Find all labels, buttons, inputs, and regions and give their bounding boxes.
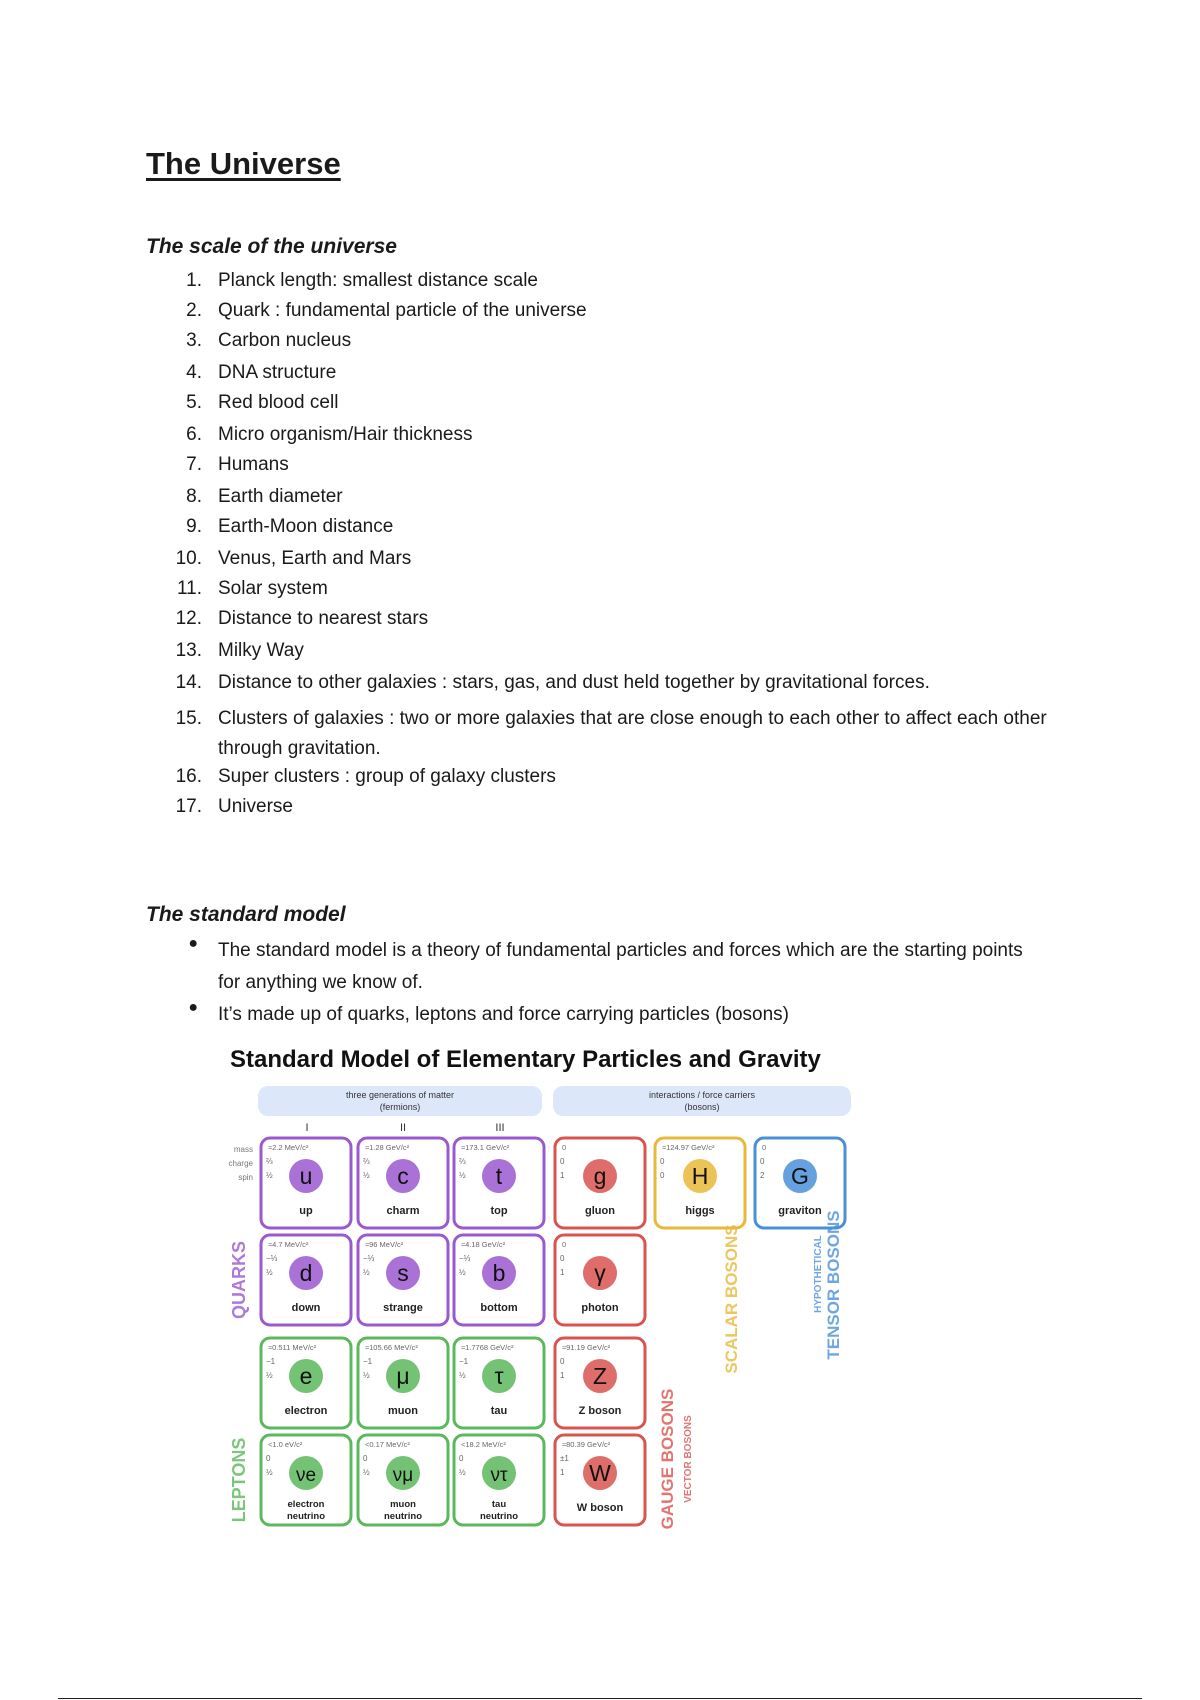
bosons-header-subtext: (bosons) bbox=[684, 1102, 720, 1112]
particle-spin: ½ bbox=[459, 1171, 466, 1180]
particle-charge: ⅔ bbox=[363, 1157, 370, 1166]
list-number: 7. bbox=[186, 454, 202, 475]
particle-name: Z boson bbox=[578, 1405, 622, 1417]
particle-symbol: νμ bbox=[392, 1465, 414, 1486]
scale-list-item bbox=[146, 268, 1066, 294]
particle-name: strange bbox=[383, 1302, 423, 1314]
scale-list-item bbox=[146, 670, 1066, 696]
particle-mass: ≈80.39 GeV/c² bbox=[562, 1440, 611, 1449]
particle-symbol: g bbox=[593, 1163, 607, 1189]
particle-name: muon bbox=[388, 1405, 418, 1417]
scale-list-item bbox=[146, 298, 1066, 324]
particle-spin: ½ bbox=[266, 1171, 273, 1180]
particle-name: tau bbox=[491, 1499, 507, 1510]
standard-model-figure bbox=[225, 1040, 865, 1540]
particle-symbol: Z bbox=[592, 1363, 608, 1389]
generation-label: III bbox=[495, 1122, 505, 1134]
particle-charge: ⅔ bbox=[459, 1157, 466, 1166]
list-number: 1. bbox=[186, 270, 202, 291]
particle-mass: ≈1.7768 GeV/c² bbox=[461, 1343, 514, 1352]
particle-charge: 0 bbox=[760, 1157, 765, 1166]
particle-name: top bbox=[490, 1205, 508, 1217]
list-number: 8. bbox=[186, 486, 202, 507]
scale-list-item bbox=[146, 328, 1066, 354]
particle-spin: 2 bbox=[760, 1171, 765, 1180]
list-text: Distance to other galaxies : stars, gas, and dust held together by gravitational forces. bbox=[218, 672, 930, 693]
particle-mass: ≈96 MeV/c² bbox=[365, 1240, 404, 1249]
list-number: 2. bbox=[186, 300, 202, 321]
particle-name: electron bbox=[284, 1405, 328, 1417]
scale-list-item bbox=[146, 514, 1066, 540]
bullet-dot: ● bbox=[188, 935, 198, 952]
particle-mass: <1.0 eV/c² bbox=[268, 1440, 303, 1449]
list-text: Humans bbox=[218, 454, 289, 475]
particle-charge: 0 bbox=[363, 1454, 368, 1463]
page-bottom-rule bbox=[58, 1698, 1142, 1699]
list-text: Distance to nearest stars bbox=[218, 608, 429, 629]
scale-list-item bbox=[146, 794, 1066, 820]
particle-spin: ½ bbox=[266, 1268, 273, 1277]
particle-symbol: W bbox=[589, 1460, 611, 1486]
scale-list-item bbox=[146, 704, 1066, 764]
particle-spin: ½ bbox=[363, 1171, 370, 1180]
bullet-text: It’s made up of quarks, leptons and force carrying particles (bosons) bbox=[218, 1004, 789, 1025]
particle-mass: 0 bbox=[562, 1240, 567, 1249]
particle-name: gluon bbox=[585, 1205, 615, 1217]
particle-name: tau bbox=[490, 1405, 508, 1417]
list-number: 14. bbox=[175, 672, 202, 693]
list-text: Venus, Earth and Mars bbox=[218, 548, 412, 569]
particle-charge: −1 bbox=[266, 1357, 276, 1366]
particle-symbol: u bbox=[299, 1163, 313, 1189]
particle-spin: ½ bbox=[363, 1268, 370, 1277]
gauge-bosons-group-label: GAUGE BOSONS bbox=[658, 1388, 677, 1530]
particle-mass: ≈4.18 GeV/c² bbox=[461, 1240, 506, 1249]
particle-symbol: e bbox=[299, 1363, 313, 1389]
particle-symbol: νe bbox=[295, 1465, 317, 1486]
list-text: Earth diameter bbox=[218, 486, 343, 507]
particle-name: neutrino bbox=[480, 1511, 518, 1522]
generation-label: II bbox=[399, 1122, 407, 1134]
particle-name: up bbox=[299, 1205, 313, 1217]
particle-name: electron bbox=[287, 1499, 325, 1510]
particle-symbol: G bbox=[791, 1163, 809, 1189]
list-number: 13. bbox=[175, 640, 202, 661]
particle-name: W boson bbox=[576, 1502, 624, 1514]
property-row-label: charge bbox=[228, 1159, 253, 1168]
particle-mass: ≈2.2 MeV/c² bbox=[268, 1143, 309, 1152]
particle-name: muon bbox=[390, 1499, 416, 1510]
scale-list-item bbox=[146, 546, 1066, 572]
bullet-item bbox=[146, 935, 1046, 999]
list-number: 9. bbox=[186, 516, 202, 537]
particle-symbol: d bbox=[299, 1260, 313, 1286]
list-text: Solar system bbox=[218, 578, 328, 599]
scalar-bosons-group-label: SCALAR BOSONS bbox=[722, 1224, 741, 1374]
list-text: Red blood cell bbox=[218, 392, 339, 413]
particle-spin: 0 bbox=[660, 1171, 665, 1180]
scale-list-item bbox=[146, 576, 1066, 602]
particle-symbol: ντ bbox=[490, 1465, 508, 1486]
list-number: 11. bbox=[176, 578, 202, 599]
particle-mass: <0.17 MeV/c² bbox=[365, 1440, 410, 1449]
particle-name: higgs bbox=[685, 1205, 715, 1217]
particle-mass: 0 bbox=[762, 1143, 767, 1152]
particle-name: neutrino bbox=[384, 1511, 422, 1522]
bullet-text: The standard model is a theory of fundamental particles and forces which are the starting points for anything we know of. bbox=[218, 940, 1023, 993]
scale-list-item bbox=[146, 606, 1066, 632]
particle-spin: ½ bbox=[363, 1468, 370, 1477]
list-text: Quark : fundamental particle of the universe bbox=[218, 300, 587, 321]
bosons-header-text: interactions / force carriers bbox=[648, 1090, 756, 1100]
list-number: 5. bbox=[186, 392, 202, 413]
scale-list-item bbox=[146, 390, 1066, 416]
scale-list-item bbox=[146, 452, 1066, 478]
particle-charge: 0 bbox=[560, 1357, 565, 1366]
particle-charge: −⅓ bbox=[266, 1254, 278, 1263]
particle-name: graviton bbox=[778, 1205, 822, 1217]
standard-model-bullets bbox=[146, 935, 1046, 1031]
page-title: The Universe bbox=[146, 146, 341, 181]
scale-list-item bbox=[146, 764, 1066, 790]
list-number: 10. bbox=[175, 548, 202, 569]
list-text: Micro organism/Hair thickness bbox=[218, 424, 473, 445]
list-text: Carbon nucleus bbox=[218, 330, 352, 351]
particle-name: bottom bbox=[480, 1302, 518, 1314]
particle-mass: ≈4.7 MeV/c² bbox=[268, 1240, 309, 1249]
bullet-item bbox=[146, 999, 1046, 1031]
vector-bosons-group-label: VECTOR BOSONS bbox=[683, 1415, 694, 1503]
list-number: 15. bbox=[175, 708, 202, 729]
list-text: Planck length: smallest distance scale bbox=[218, 270, 538, 291]
particle-spin: ½ bbox=[266, 1371, 273, 1380]
particle-name: neutrino bbox=[287, 1511, 325, 1522]
particle-spin: ½ bbox=[363, 1371, 370, 1380]
particle-symbol: c bbox=[397, 1163, 409, 1189]
list-number: 6. bbox=[186, 424, 202, 445]
particle-spin: ½ bbox=[266, 1468, 273, 1477]
particle-charge: −⅓ bbox=[363, 1254, 375, 1263]
particle-charge: −1 bbox=[363, 1357, 373, 1366]
particle-name: photon bbox=[581, 1302, 619, 1314]
leptons-group-label: LEPTONS bbox=[229, 1437, 249, 1523]
property-row-label: spin bbox=[238, 1173, 253, 1182]
quarks-group-label: QUARKS bbox=[229, 1240, 249, 1320]
property-row-label: mass bbox=[233, 1145, 253, 1154]
generation-label: I bbox=[305, 1122, 309, 1134]
section-heading-scale: The scale of the universe bbox=[146, 235, 397, 258]
particle-mass: ≈124.97 GeV/c² bbox=[662, 1143, 715, 1152]
list-number: 12. bbox=[175, 608, 202, 629]
tensor-bosons-group-label: TENSOR BOSONS bbox=[824, 1210, 843, 1360]
particle-charge: 0 bbox=[560, 1157, 565, 1166]
particle-charge: ±1 bbox=[560, 1454, 569, 1463]
particle-mass: ≈1.28 GeV/c² bbox=[365, 1143, 410, 1152]
particle-charge: −⅓ bbox=[459, 1254, 471, 1263]
list-text: Super clusters : group of galaxy clusters bbox=[218, 766, 556, 787]
list-text: Clusters of galaxies : two or more galaxies that are close enough to each other to affect each other through gravitation. bbox=[218, 708, 1047, 759]
particle-mass: <18.2 MeV/c² bbox=[461, 1440, 506, 1449]
list-text: Milky Way bbox=[218, 640, 304, 661]
particle-name: charm bbox=[386, 1205, 420, 1217]
particle-spin: 1 bbox=[560, 1468, 565, 1477]
particle-spin: ½ bbox=[459, 1268, 466, 1277]
figure-title: Standard Model of Elementary Particles and Gravity bbox=[230, 1046, 821, 1073]
particle-name: down bbox=[291, 1302, 321, 1314]
list-number: 17. bbox=[175, 796, 202, 817]
scale-list-item bbox=[146, 638, 1066, 664]
particle-symbol: μ bbox=[396, 1363, 410, 1389]
particle-spin: 1 bbox=[560, 1268, 565, 1277]
particle-charge: 0 bbox=[660, 1157, 665, 1166]
particle-charge: 0 bbox=[266, 1454, 271, 1463]
particle-symbol: t bbox=[495, 1163, 503, 1189]
list-number: 3. bbox=[186, 330, 202, 351]
fermions-header-text: three generations of matter bbox=[345, 1090, 455, 1100]
scale-list-item bbox=[146, 422, 1066, 448]
particle-spin: ½ bbox=[459, 1468, 466, 1477]
particle-mass: ≈0.511 MeV/c² bbox=[268, 1343, 317, 1352]
particle-spin: 1 bbox=[560, 1371, 565, 1380]
scale-list-item bbox=[146, 484, 1066, 510]
section-heading-standard-model: The standard model bbox=[146, 903, 346, 926]
fermions-header-subtext: (fermions) bbox=[379, 1102, 421, 1112]
particle-mass: ≈91.19 GeV/c² bbox=[562, 1343, 611, 1352]
list-number: 16. bbox=[175, 766, 202, 787]
particle-symbol: s bbox=[397, 1260, 409, 1286]
list-text: DNA structure bbox=[218, 362, 337, 383]
bullet-dot: ● bbox=[188, 999, 198, 1016]
particle-symbol: H bbox=[691, 1163, 709, 1189]
particle-symbol: γ bbox=[594, 1260, 606, 1286]
particle-charge: 0 bbox=[560, 1254, 565, 1263]
particle-mass: ≈173.1 GeV/c² bbox=[461, 1143, 510, 1152]
particle-charge: −1 bbox=[459, 1357, 469, 1366]
particle-spin: ½ bbox=[459, 1371, 466, 1380]
list-text: Universe bbox=[218, 796, 293, 817]
particle-spin: 1 bbox=[560, 1171, 565, 1180]
hypothetical-label: HYPOTHETICAL bbox=[813, 1235, 824, 1313]
particle-charge: 0 bbox=[459, 1454, 464, 1463]
particle-mass: 0 bbox=[562, 1143, 567, 1152]
list-text: Earth-Moon distance bbox=[218, 516, 394, 537]
particle-mass: ≈105.66 MeV/c² bbox=[365, 1343, 418, 1352]
particle-symbol: τ bbox=[494, 1363, 504, 1389]
particle-charge: ⅔ bbox=[266, 1157, 273, 1166]
list-number: 4. bbox=[186, 362, 202, 383]
particle-symbol: b bbox=[492, 1260, 506, 1286]
scale-list-item bbox=[146, 360, 1066, 386]
